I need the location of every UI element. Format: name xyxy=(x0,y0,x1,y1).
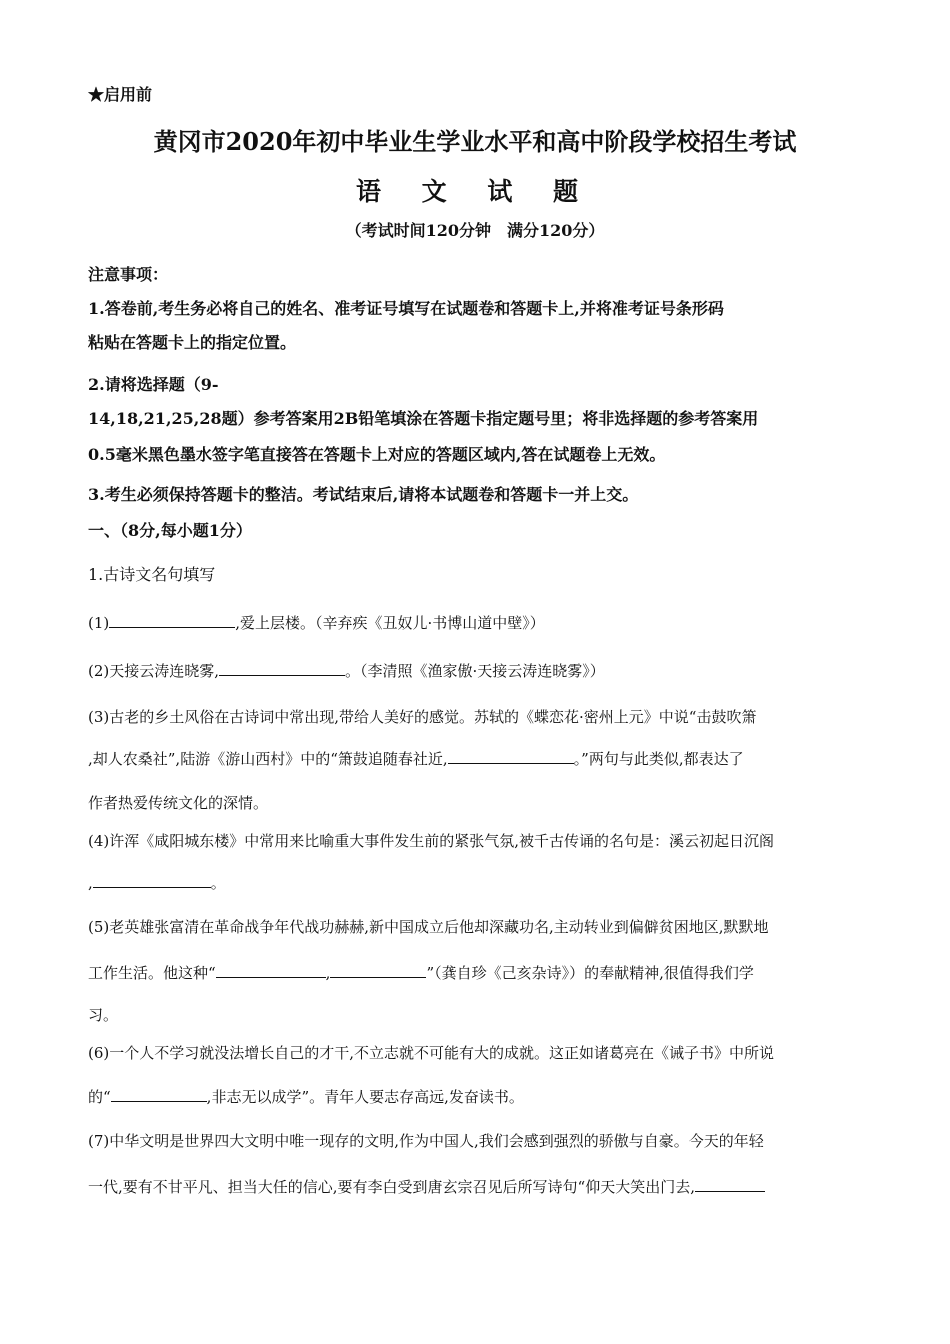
item-3-line-1: (3)古老的乡土风俗在古诗词中常出现,带给人美好的感觉。苏轼的《蝶恋花·密州上元》中说“击鼓吹箫 xyxy=(88,708,757,726)
item-3-line-2: ,却人农桑社”,陆游《游山西村》中的“箫鼓追随春社近, 。”两句与此类似,都表达了 xyxy=(88,750,744,768)
item-6-line-1: (6)一个人不学习就没法增长自己的才干,不立志就不可能有大的成就。这正如诸葛亮在《诫子书》中所说 xyxy=(88,1044,775,1062)
exam-time: （考试时间120分钟 满分120分） xyxy=(345,221,605,240)
item-7-line-1: (7)中华文明是世界四大文明中唯一现存的文明,作为中国人,我们会感到强烈的骄傲与自豪。今天的年轻 xyxy=(88,1132,764,1150)
note-2-line-1: 2.请将选择题（9- xyxy=(88,375,219,394)
subject-title: 语 文 试 题 xyxy=(355,177,595,206)
item-4-line-1: (4)许浑《咸阳城东楼》中常用来比喻重大事件发生前的紧张气氛,被千古传诵的名句是：溪云初起日沉阁 xyxy=(88,832,775,850)
answer-blank[interactable] xyxy=(111,1100,207,1102)
question-1-title: 1.古诗文名句填写 xyxy=(88,565,216,584)
answer-blank[interactable] xyxy=(330,976,426,978)
answer-blank[interactable] xyxy=(448,762,574,764)
note-2-line-2: 14,18,21,25,28题）参考答案用2B铅笔填涂在答题卡指定题号里；将非选择题的参考答案用 xyxy=(88,409,759,428)
note-2-line-3: 0.5毫米黑色墨水签字笔直接答在答题卡上对应的答题区域内,答在试题卷上无效。 xyxy=(88,445,666,464)
item-5-line-1: (5)老英雄张富清在革命战争年代战功赫赫,新中国成立后他却深藏功名,主动转业到偏僻贫困地区,默默地 xyxy=(88,918,769,936)
item-6-line-2: 的“ ,非志无以成学”。青年人要志存高远,发奋读书。 xyxy=(88,1088,524,1106)
item-4-line-2: , 。 xyxy=(88,874,226,892)
answer-blank[interactable] xyxy=(93,886,211,888)
note-1-line-1: 1.答卷前,考生务必将自己的姓名、准考证号填写在试题卷和答题卡上,并将准考证号条形码 xyxy=(88,299,724,318)
item-1: (1) ,爱上层楼。（辛弃疾《丑奴儿·书博山道中壁》） xyxy=(88,614,545,632)
item-5-line-2: 工作生活。他这种“ , ”（龚自珍《己亥杂诗》）的奉献精神,很值得我们学 xyxy=(88,964,754,982)
section-1-heading: 一、（8分,每小题1分） xyxy=(88,521,252,540)
answer-blank[interactable] xyxy=(216,976,326,978)
note-3: 3.考生必须保持答题卡的整洁。考试结束后,请将本试题卷和答题卡一并上交。 xyxy=(88,485,639,504)
item-2: (2)天接云涛连晓雾, 。（李清照《渔家傲·天接云涛连晓雾》） xyxy=(88,662,605,680)
answer-blank[interactable] xyxy=(695,1190,765,1192)
secret-mark: ★启用前 xyxy=(88,85,153,104)
notes-heading: 注意事项： xyxy=(88,265,169,284)
item-3-line-3: 作者热爱传统文化的深情。 xyxy=(88,794,269,812)
item-5-line-3: 习。 xyxy=(88,1006,119,1024)
exam-title: 黄冈市2020年初中毕业生学业水平和高中阶段学校招生考试 xyxy=(153,127,797,156)
answer-blank[interactable] xyxy=(109,626,235,628)
answer-blank[interactable] xyxy=(219,674,345,676)
item-7-line-2: 一代,要有不甘平凡、担当大任的信心,要有李白受到唐玄宗召见后所写诗句“仰天大笑出门去, xyxy=(88,1176,765,1197)
note-1-line-2: 粘贴在答题卡上的指定位置。 xyxy=(88,333,297,352)
